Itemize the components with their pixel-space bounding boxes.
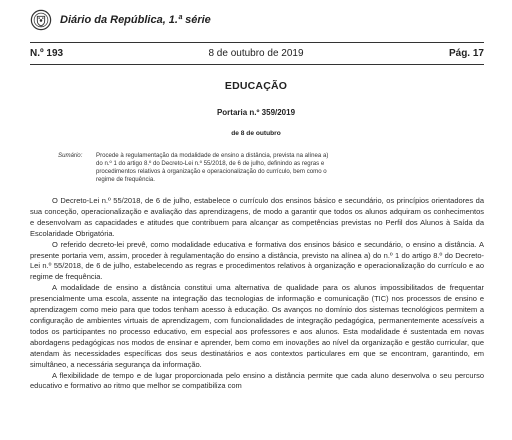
- summary-line: regime de frequência.: [96, 176, 155, 183]
- act-date: de 8 de outubro: [231, 130, 281, 137]
- summary-line: Procede à regulamentação da modalidade de ensino a distância, prevista na alínea a): [96, 152, 329, 159]
- header-rule-bottom: [30, 64, 484, 65]
- issue-date: 8 de outubro de 2019: [208, 48, 304, 59]
- summary-line: do n.º 1 do artigo 8.º do Decreto-Lei n.º 55/2018, de 6 de julho, definindo as regras e: [96, 160, 325, 167]
- masthead: [30, 9, 211, 31]
- act-title: Portaria n.º 359/2019: [216, 108, 296, 117]
- page-number: Pág. 17: [448, 48, 484, 59]
- summary-line: procedimentos relativos à organização e operacionalização do currículo, bem como o: [96, 168, 327, 175]
- body-paragraph: O referido decreto-lei prevê, como modalidade educativa e formativa dos ensinos básico e secundário, o ensino a distância. A presente portaria vem, assim, proceder à regulamentação do ensino a distância, previsto na alínea a) do n.º 1 do artigo 8.º do Decreto-Lei n.º 55/2018, de 6 de julho, estabelecendo as regras e procedimentos relativos à organização e operacionalização do currículo e ao regime de frequência.: [30, 239, 484, 282]
- summary-label: Sumário:: [58, 152, 83, 159]
- coat-of-arms-icon: [30, 9, 52, 31]
- body-paragraph: O Decreto-Lei n.º 55/2018, de 6 de julho, estabelece o currículo dos ensinos básico e secundário, os princípios orientadores da sua conceção, operacionalização e avaliação das aprendizagens, de modo a garantir que todos os alunos adquiram os conhecimentos e desenvolvam as capacidades e atitudes que contribuem para alcançar as competências previstas no Perfil dos Alunos à Saída da Escolaridade Obrigatória.: [30, 196, 484, 238]
- section-title: EDUCAÇÃO: [224, 80, 288, 92]
- act-summary: [58, 152, 436, 184]
- body-paragraph: A modalidade de ensino a distância constitui uma alternativa de qualidade para os alunos impossibilitados de frequentar presencialmente uma escola, assente na integração das tecnologias de informação e comunicação (TIC) nos processos de ensino e aprendizagem como meio para que todos tenham acesso à educação. Os avanços no domínio dos sistemas tecnológicos permitem a configuração de ambientes virtuais de aprendizagem, com funcionalidades de integração pedagógica, permanentemente acessíveis a todos os participantes no processo educativo, em especial aos professores e aos alunos. Esta modalidade é sustentada em novas abordagens pedagógicas nos modos de ensinar e aprender, bem como em inovações ao nível da organização e gestão curricular, que atendam às necessidades específicas dos seus destinatários e aos contextos particulares em que se encontram, garantindo, em simultâneo, a necessária segurança da informação.: [30, 283, 484, 369]
- journal-title: Diário da República, 1.ª série: [60, 14, 211, 26]
- issue-number: N.º 193: [30, 48, 64, 59]
- body-paragraph: A flexibilidade de tempo e de lugar proporcionada pelo ensino a distância permite que cada aluno desenvolva o seu percurso educativo e formativo ao ritmo que melhor se compatibiliza com: [30, 370, 484, 391]
- header-rule-top: [30, 42, 484, 43]
- body-text: [30, 196, 484, 392]
